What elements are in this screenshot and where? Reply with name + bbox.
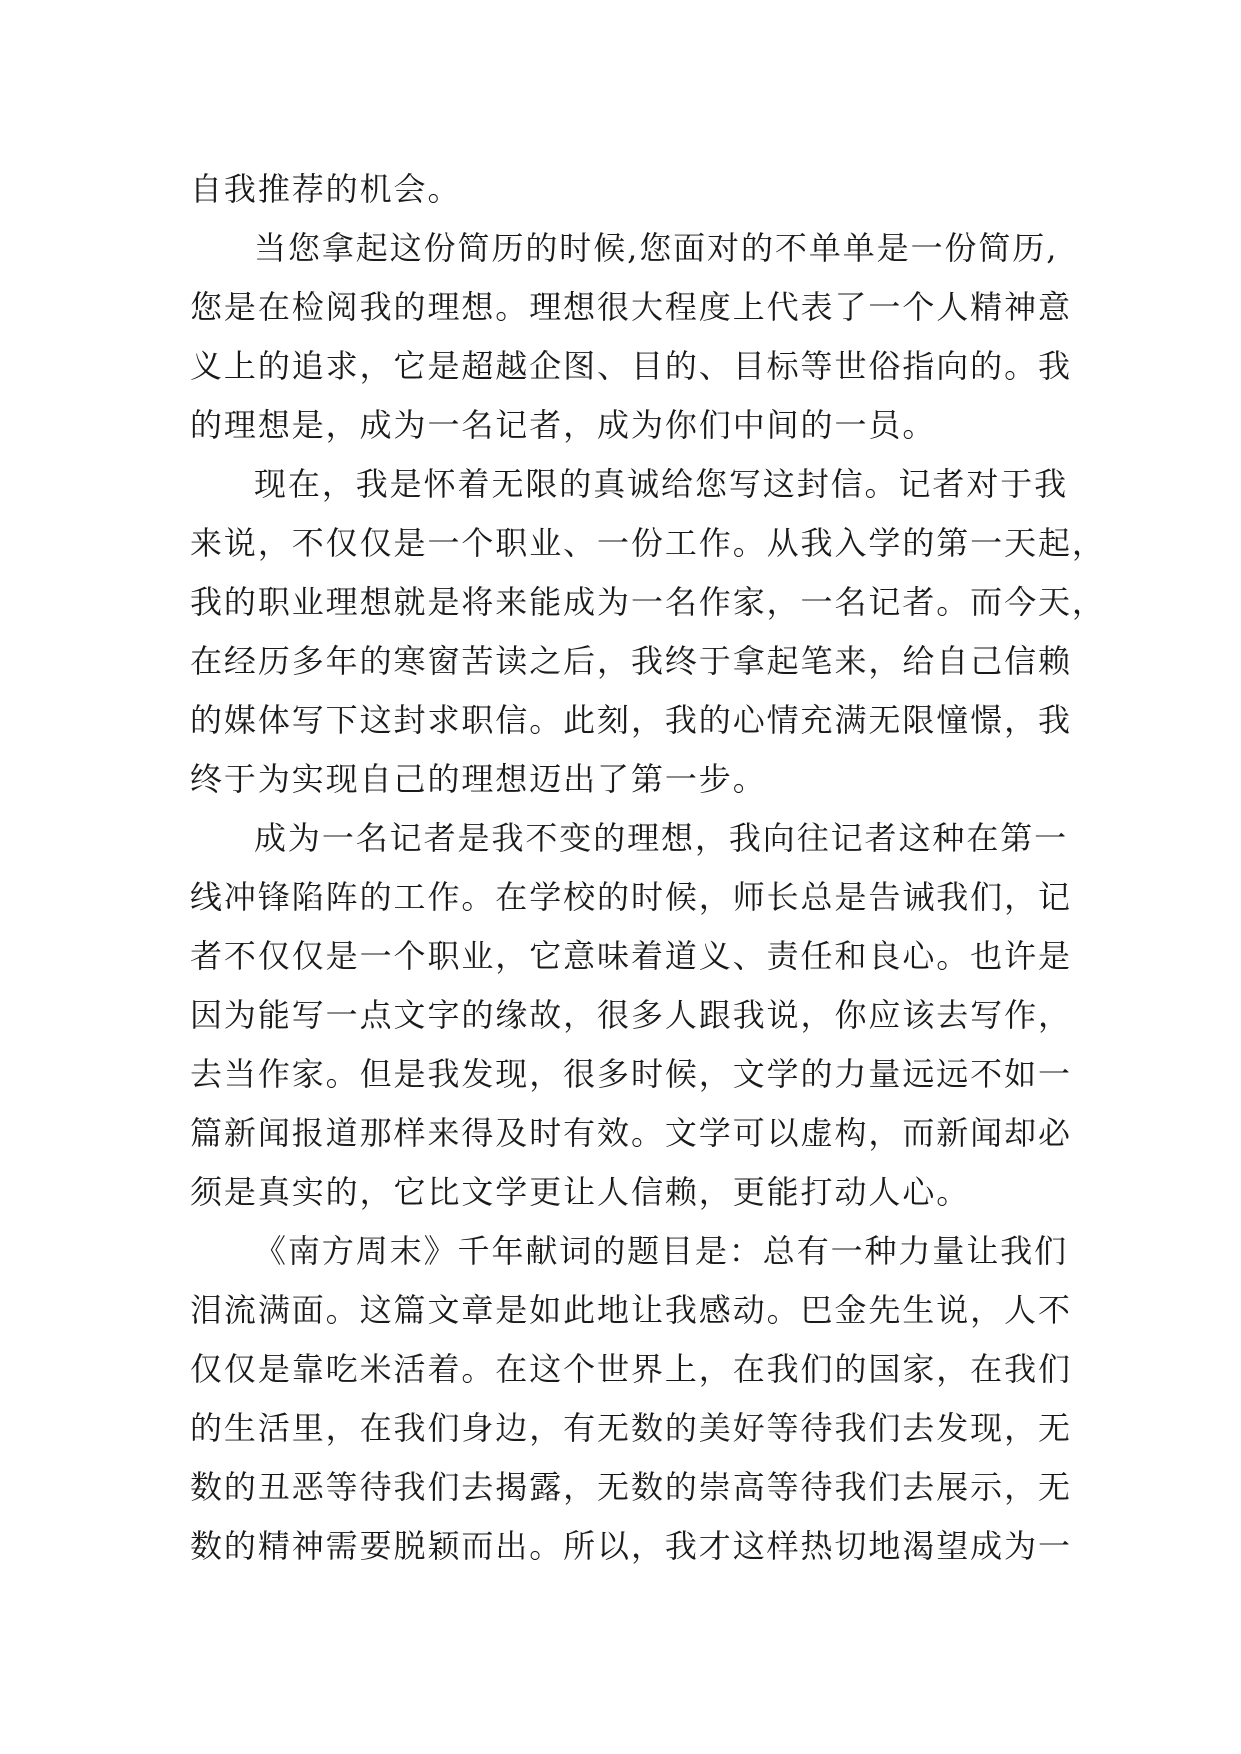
text-line: 来说，不仅仅是一个职业、一份工作。从我入学的第一天起， <box>190 524 1106 562</box>
text-line: 在经历多年的寒窗苦读之后，我终于拿起笔来，给自己信赖 <box>190 642 1072 680</box>
text-line: 现在，我是怀着无限的真诚给您写这封信。记者对于我 <box>254 465 1069 503</box>
text-line: 须是真实的，它比文学更让人信赖，更能打动人心。 <box>190 1173 971 1211</box>
text-line: 仅仅是靠吃米活着。在这个世界上，在我们的国家，在我们 <box>190 1350 1072 1388</box>
body-text <box>190 160 1106 1576</box>
text-line: 数的丑恶等待我们去揭露，无数的崇高等待我们去展示，无 <box>190 1468 1072 1506</box>
text-line: 泪流满面。这篇文章是如此地让我感动。巴金先生说，人不 <box>190 1291 1072 1329</box>
text-line: 《南方周末》千年献词的题目是：总有一种力量让我们 <box>254 1232 1069 1270</box>
text-line: 终于为实现自己的理想迈出了第一步。 <box>190 760 767 798</box>
text-line: 成为一名记者是我不变的理想，我向往记者这种在第一 <box>254 819 1069 857</box>
text-line: 的理想是，成为一名记者，成为你们中间的一员。 <box>190 406 937 444</box>
text-line: 者不仅仅是一个职业，它意味着道义、责任和良心。也许是 <box>190 937 1072 975</box>
text-line: 义上的追求，它是超越企图、目的、目标等世俗指向的。我 <box>190 347 1072 385</box>
text-line: 篇新闻报道那样来得及时有效。文学可以虚构，而新闻却必 <box>190 1114 1072 1152</box>
text-line: 我的职业理想就是将来能成为一名作家，一名记者。而今天， <box>190 583 1106 621</box>
text-line: 因为能写一点文字的缘故，很多人跟我说，你应该去写作， <box>190 996 1072 1034</box>
text-line: 线冲锋陷阵的工作。在学校的时候，师长总是告诫我们，记 <box>190 878 1072 916</box>
text-line: 去当作家。但是我发现，很多时候，文学的力量远远不如一 <box>190 1055 1072 1093</box>
text-line: 您是在检阅我的理想。理想很大程度上代表了一个人精神意 <box>190 288 1072 326</box>
text-line: 自我推荐的机会。 <box>190 170 462 208</box>
text-line: 数的精神需要脱颖而出。所以，我才这样热切地渴望成为一 <box>190 1527 1072 1565</box>
text-line: 的生活里，在我们身边，有无数的美好等待我们去发现，无 <box>190 1409 1072 1447</box>
text-line: 当您拿起这份简历的时候,您面对的不单单是一份简历, <box>254 229 1059 267</box>
text-line: 的媒体写下这封求职信。此刻，我的心情充满无限憧憬，我 <box>190 701 1072 739</box>
